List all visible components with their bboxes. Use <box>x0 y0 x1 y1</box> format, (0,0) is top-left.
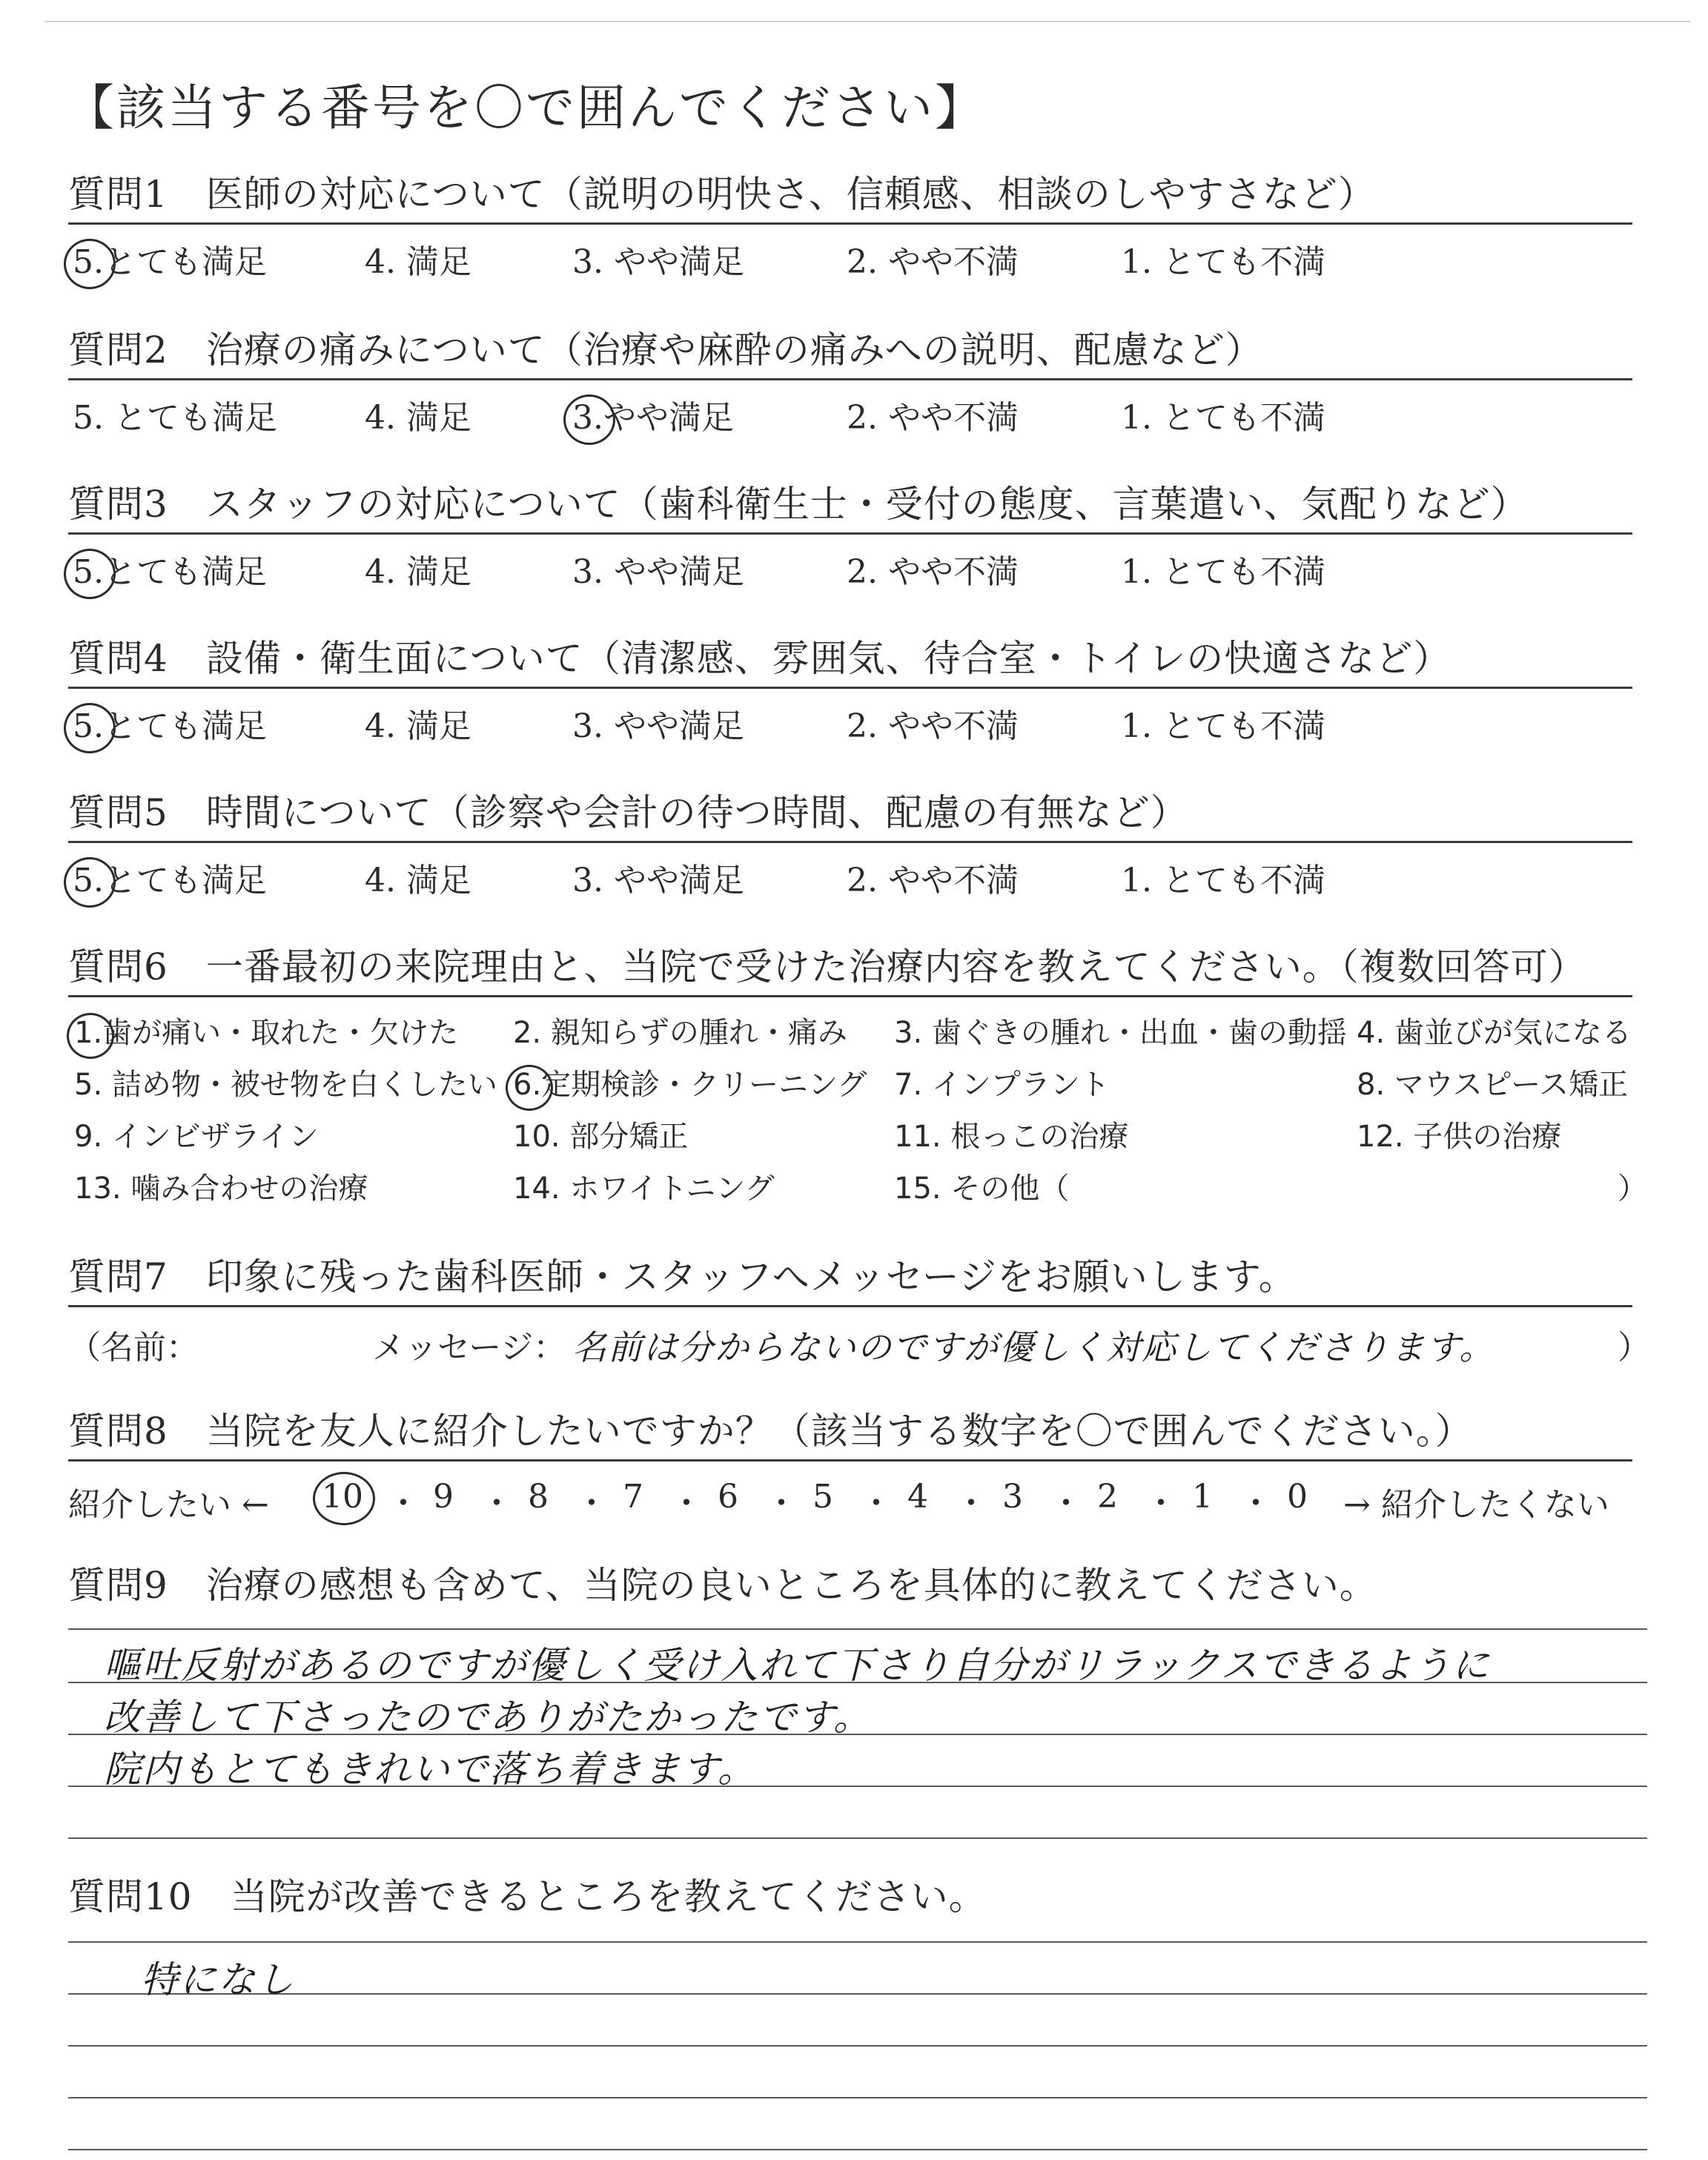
option-1[interactable]: 1. とても不満 <box>1121 707 1325 745</box>
option-3-selected[interactable]: 3.やや満足 <box>572 399 734 437</box>
option-5-selected[interactable]: 5.とても満足 <box>73 862 267 899</box>
question-2-label: 質問2 <box>68 328 168 371</box>
page-title: 【該当する番号を〇で囲んでください】 <box>65 79 986 136</box>
question-5-text: 時間について（診察や会計の待つ時間、配慮の有無など） <box>205 791 1188 834</box>
answer-circle: 5. <box>73 862 104 899</box>
q6-item-12[interactable]: 12. 子供の治療 <box>1357 1120 1562 1154</box>
scale-0[interactable]: 0 <box>1287 1478 1308 1516</box>
option-1[interactable]: 1. とても不満 <box>1121 243 1325 281</box>
question-6-label: 質問6 <box>68 945 168 988</box>
scale-1[interactable]: 1 <box>1192 1478 1213 1516</box>
q6-item-1-selected[interactable]: 1.歯が痛い・取れた・欠けた <box>74 1016 459 1050</box>
scale-7[interactable]: 7 <box>623 1478 643 1516</box>
scale-10-selected[interactable] <box>322 1478 363 1516</box>
q6-item-2[interactable]: 2. 親知らずの腫れ・痛み <box>513 1016 847 1050</box>
option-2[interactable]: 2. やや不満 <box>847 243 1019 281</box>
q9-answer-line-3[interactable]: 院内もとてもきれいで落ち着きます。 <box>104 1748 756 1791</box>
q9-rule <box>68 1628 1647 1630</box>
scale-4[interactable]: 4 <box>907 1478 928 1516</box>
question-4-header <box>68 627 1632 689</box>
q6-item-5[interactable]: 5. 詰め物・被せ物を白くしたい <box>74 1068 497 1102</box>
scale-5[interactable]: 5 <box>812 1478 833 1516</box>
question-9-label: 質問9 <box>68 1564 168 1607</box>
question-9-text: 治療の感想も含めて、当院の良いところを具体的に教えてください。 <box>205 1564 1377 1607</box>
option-2[interactable]: 2. やや不満 <box>847 399 1019 437</box>
q10-answer-line-1[interactable]: 特になし <box>141 1958 295 2001</box>
question-7 <box>68 1246 1650 1367</box>
question-6-header <box>68 936 1632 997</box>
question-1-label: 質問1 <box>68 173 168 216</box>
q10-rule <box>68 2149 1647 2150</box>
option-2[interactable]: 2. やや不満 <box>847 862 1019 899</box>
question-7-label: 質問7 <box>68 1255 168 1298</box>
question-10-text: 当院が改善できるところを教えてください。 <box>230 1875 987 1918</box>
option-4[interactable]: 4. 満足 <box>365 553 471 591</box>
question-4-options <box>68 689 1632 756</box>
answer-circle: 6. <box>513 1068 542 1102</box>
q6-item-11[interactable]: 11. 根っこの治療 <box>894 1120 1129 1154</box>
q10-rule <box>68 1941 1647 1943</box>
question-5-label: 質問5 <box>68 791 168 834</box>
question-3-options <box>68 535 1632 601</box>
q10-rule <box>68 2045 1647 2047</box>
question-1 <box>68 163 1632 291</box>
option-3[interactable]: 3. やや満足 <box>572 707 744 745</box>
q9-answer-line-2[interactable]: 改善して下さったのでありがたかったです。 <box>104 1696 872 1739</box>
q9-rule <box>68 1837 1647 1839</box>
question-6-options <box>68 997 1647 1212</box>
question-2-text: 治療の痛みについて（治療や麻酔の痛みへの説明、配慮など） <box>205 328 1263 371</box>
top-border <box>44 21 1690 22</box>
question-7-header <box>68 1246 1632 1307</box>
scale-separator: ・ <box>480 1484 513 1522</box>
question-2-header <box>68 319 1632 380</box>
q6-item-15[interactable]: 15. その他（ <box>894 1172 1070 1206</box>
answer-circle: 5. <box>73 553 104 591</box>
scale-separator: ・ <box>1239 1484 1272 1522</box>
question-4-label: 質問4 <box>68 637 168 680</box>
answer-circle: 5. <box>73 243 104 281</box>
answer-circle: 5. <box>73 707 104 745</box>
question-10-label: 質問10 <box>68 1875 193 1918</box>
question-4 <box>68 627 1632 756</box>
question-1-header <box>68 163 1632 225</box>
option-5-selected[interactable]: 5.とても満足 <box>73 553 267 591</box>
question-3 <box>68 473 1632 601</box>
q6-item-6-selected[interactable]: 6.定期検診・クリーニング <box>513 1068 867 1102</box>
question-7-answer <box>68 1307 1650 1367</box>
question-1-text: 医師の対応について（説明の明快さ、信頼感、相談のしやすさなど） <box>205 173 1376 216</box>
question-1-options <box>68 225 1632 291</box>
question-3-label: 質問3 <box>68 483 168 526</box>
scale-separator: ・ <box>1050 1484 1082 1522</box>
question-4-text: 設備・衛生面について（清潔感、雰囲気、待合室・トイレの快適さなど） <box>205 637 1452 680</box>
question-9 <box>68 1554 1632 1614</box>
scale-separator: ・ <box>670 1484 703 1522</box>
answer-circle: 3. <box>572 399 603 437</box>
q6-item-7[interactable]: 7. インプラント <box>894 1068 1110 1102</box>
option-4[interactable]: 4. 満足 <box>365 862 471 899</box>
question-9-header <box>68 1554 1632 1614</box>
option-3[interactable]: 3. やや満足 <box>572 862 744 899</box>
answer-circle: 10 <box>322 1478 363 1516</box>
q9-answer-line-1[interactable]: 嘔吐反射があるのですが優しく受け入れて下さり自分がリラックスできるように <box>104 1644 1491 1687</box>
option-1[interactable]: 1. とても不満 <box>1121 553 1325 591</box>
scale-separator: ・ <box>387 1484 420 1522</box>
question-10-header <box>68 1866 1632 1925</box>
message-handwritten[interactable]: 名前は分からないのですが優しく対応してくださります。 <box>572 1327 1495 1367</box>
option-4[interactable]: 4. 満足 <box>365 399 471 437</box>
scale-9[interactable]: 9 <box>433 1478 454 1516</box>
option-4[interactable]: 4. 満足 <box>365 707 471 745</box>
question-6 <box>68 936 1647 1212</box>
q6-item-9[interactable]: 9. インビザライン <box>74 1120 319 1154</box>
scale-separator: ・ <box>955 1484 987 1522</box>
name-label: （名前： <box>68 1329 199 1367</box>
scale-separator: ・ <box>575 1484 608 1522</box>
q6-item-10[interactable]: 10. 部分矯正 <box>513 1120 689 1154</box>
option-1[interactable]: 1. とても不満 <box>1121 862 1325 899</box>
scale-right-label: → 紹介したくない <box>1343 1486 1609 1524</box>
q10-rule <box>68 2097 1647 2098</box>
question-8-header <box>68 1400 1632 1462</box>
question-5-header <box>68 782 1632 843</box>
question-3-header <box>68 473 1632 535</box>
option-5-selected[interactable]: 5.とても満足 <box>73 707 267 745</box>
q6-close-paren: ） <box>1618 1172 1647 1206</box>
question-2-options <box>68 380 1632 447</box>
scale-2[interactable]: 2 <box>1097 1478 1118 1516</box>
option-3[interactable]: 3. やや満足 <box>572 243 744 281</box>
question-2 <box>68 319 1632 447</box>
question-3-text: スタッフの対応について（歯科衛生士・受付の態度、言葉遣い、気配りなど） <box>205 483 1529 526</box>
scale-separator: ・ <box>765 1484 798 1522</box>
question-5-options <box>68 843 1632 910</box>
message-label: メッセージ： <box>372 1329 566 1367</box>
question-8 <box>68 1400 1632 1528</box>
scale-separator: ・ <box>860 1484 893 1522</box>
question-5 <box>68 782 1632 910</box>
q6-item-13[interactable]: 13. 噛み合わせの治療 <box>74 1172 368 1206</box>
option-2[interactable]: 2. やや不満 <box>847 707 1019 745</box>
recommend-scale <box>68 1462 1632 1528</box>
q6-item-8[interactable]: 8. マウスピース矯正 <box>1357 1068 1629 1102</box>
scale-3[interactable]: 3 <box>1002 1478 1023 1516</box>
q6-item-3[interactable]: 3. 歯ぐきの腫れ・出血・歯の動揺 <box>894 1016 1347 1050</box>
question-8-label: 質問8 <box>68 1410 168 1453</box>
option-2[interactable]: 2. やや不満 <box>847 553 1019 591</box>
question-8-text: 当院を友人に紹介したいですか？（該当する数字を〇で囲んでください。） <box>205 1410 1473 1453</box>
scale-separator: ・ <box>1145 1484 1177 1522</box>
option-3[interactable]: 3. やや満足 <box>572 553 744 591</box>
question-6-text: 一番最初の来院理由と、当院で受けた治療内容を教えてください。（複数回答可） <box>205 945 1586 988</box>
q6-item-14[interactable]: 14. ホワイトニング <box>513 1172 775 1206</box>
scale-8[interactable]: 8 <box>528 1478 549 1516</box>
q10-rule <box>68 1993 1647 1995</box>
option-1[interactable]: 1. とても不満 <box>1121 399 1325 437</box>
q7-close-paren: ） <box>1618 1329 1650 1367</box>
option-4[interactable]: 4. 満足 <box>365 243 471 281</box>
scale-left-label: 紹介したい ← <box>68 1486 269 1524</box>
scale-6[interactable]: 6 <box>718 1478 738 1516</box>
question-10 <box>68 1866 1632 1925</box>
answer-circle: 1. <box>74 1016 103 1050</box>
question-7-text: 印象に残った歯科医師・スタッフへメッセージをお願いします。 <box>205 1255 1297 1298</box>
option-5[interactable]: 5. とても満足 <box>73 399 277 437</box>
q6-item-4[interactable]: 4. 歯並びが気になる <box>1357 1016 1632 1050</box>
option-5-selected[interactable]: 5.とても満足 <box>73 243 267 281</box>
